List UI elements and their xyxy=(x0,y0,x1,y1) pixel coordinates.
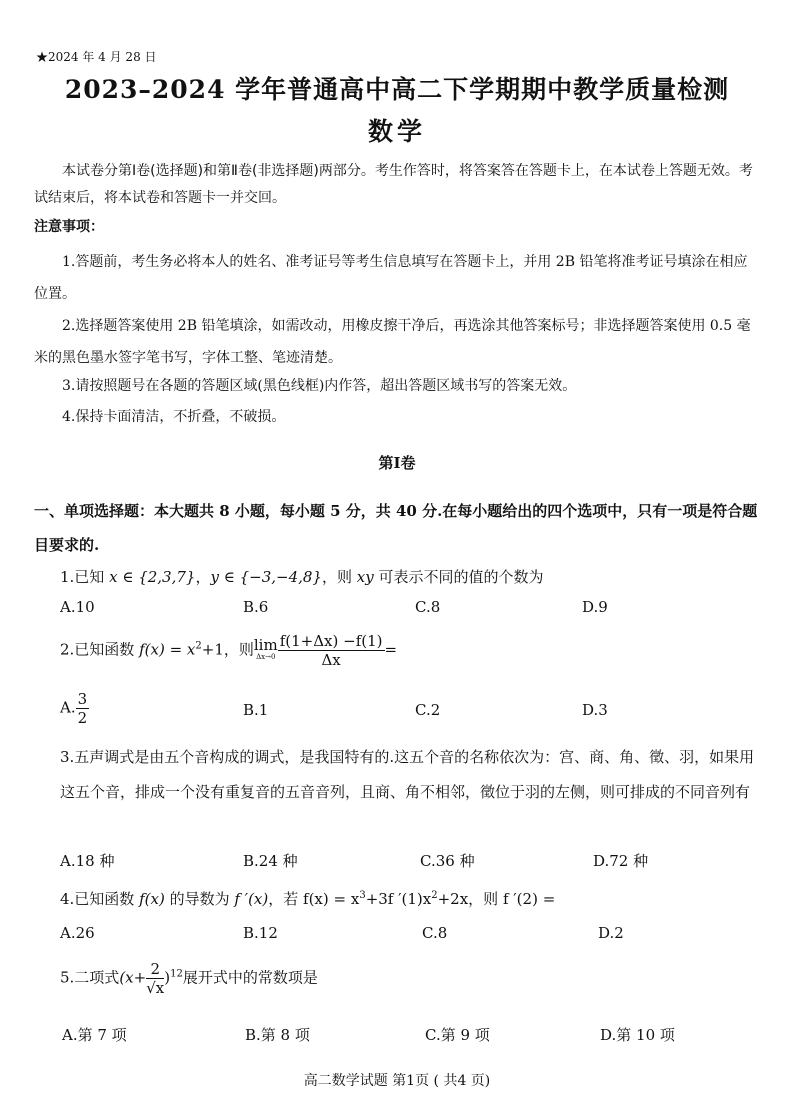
q4-text: 的导数为 xyxy=(164,890,235,908)
q4-cond2: +3f ′(1)x xyxy=(365,890,432,908)
q5-open: (x+ xyxy=(119,968,147,987)
q2-text: 2.已知函数 xyxy=(60,640,140,659)
q1-text: 可表示不同的值的个数为 xyxy=(373,568,544,586)
q5-option-b: B.第 8 项 xyxy=(245,1026,310,1044)
q4-derivative: f ′(x) xyxy=(234,890,269,908)
q3-option-c: C.36 种 xyxy=(420,852,475,870)
q2-option-a xyxy=(60,690,89,727)
question-3: 3.五声调式是由五个音构成的调式，是我国特有的.这五个音的名称依次为：宫、商、角、徵、羽，如果用这五个音，排成一个没有重复音的五音音列，且商、角不相邻，徵位于羽的左侧，则可排成的不同音列有 xyxy=(60,748,755,801)
q1-text: ， xyxy=(195,568,211,586)
question-5 xyxy=(60,960,318,997)
q1-xy: xy xyxy=(356,568,374,586)
q2-option-c: C.2 xyxy=(415,701,441,719)
part-instructions: 一、单项选择题：本大题共 8 小题，每小题 5 分，共 40 分.在每小题给出的四个选项中，只有一项是符合题目要求的. xyxy=(34,502,758,554)
q5-text: 展开式中的常数项是 xyxy=(182,968,318,987)
q5-option-a: A.第 7 项 xyxy=(62,1026,127,1044)
exam-intro: 本试卷分第Ⅰ卷(选择题)和第Ⅱ卷(非选择题)两部分。考生作答时，将答案答在答题卡上，在本试卷上答题无效。考试结束后，将本试卷和答题卡一并交回。 xyxy=(34,163,753,206)
q4-option-c: C.8 xyxy=(422,924,448,942)
note-item: 3.请按照题号在各题的答题区域(黑色线框)内作答，超出答题区域书写的答案无效。 xyxy=(62,378,577,394)
q1-option-c: C.8 xyxy=(415,598,441,616)
q5-denominator: √x xyxy=(146,979,165,997)
q1-option-d: D.9 xyxy=(582,598,608,616)
q1-text: ，则 xyxy=(321,568,357,586)
q2-limit xyxy=(253,635,278,663)
note-item: 2.选择题答案使用 2B 铅笔填涂，如需改动，用橡皮擦干净后，再选涂其他答案标号；非选择题答案使用 0.5 毫米的黑色墨水签字笔书写，字体工整、笔迹清楚。 xyxy=(34,318,751,366)
q2-function: f(x) = x xyxy=(139,640,196,659)
q5-power: 12 xyxy=(170,968,183,980)
q4-exp2: 2 xyxy=(431,890,438,901)
q4-option-d: D.2 xyxy=(598,924,624,942)
note-item: 4.保持卡面清洁，不折叠，不破损。 xyxy=(62,409,286,425)
exam-subject: 数学 xyxy=(367,117,426,146)
q3-option-d: D.72 种 xyxy=(593,852,649,870)
q2-option-a-den: 2 xyxy=(77,709,88,727)
q4-function: f(x) xyxy=(139,890,165,908)
q2-option-d: D.3 xyxy=(582,701,608,719)
q5-text: 5.二项式 xyxy=(60,968,120,987)
q3-option-b: B.24 种 xyxy=(243,852,298,870)
q4-text: 4.已知函数 xyxy=(60,890,140,908)
exam-title: 2023–2024 学年普通高中高二下学期期中教学质量检测 xyxy=(64,75,730,104)
page-footer: 高二数学试题 第1页 ( 共4 页) xyxy=(303,1073,491,1089)
q2-option-a-num: 3 xyxy=(77,690,88,708)
q2-lim-sub: Δx→0 xyxy=(256,652,276,661)
q1-set-x: x ∈ {2,3,7} xyxy=(109,568,196,586)
q2-lim-word: lim xyxy=(253,635,278,654)
q2-option-a-fraction xyxy=(76,690,90,727)
question-4 xyxy=(60,888,555,909)
q2-option-a-label: A. xyxy=(60,698,76,717)
q1-set-y: y ∈ {−3,−4,8} xyxy=(210,568,322,586)
q2-equals: = xyxy=(384,640,398,659)
q5-fraction xyxy=(146,960,164,997)
q4-option-b: B.12 xyxy=(243,924,278,942)
q5-option-d: D.第 10 项 xyxy=(600,1026,675,1044)
q2-fraction xyxy=(278,632,385,669)
q2-denominator: Δx xyxy=(321,651,341,669)
q3-option-a: A.18 种 xyxy=(60,852,115,870)
section-title: 第Ⅰ卷 xyxy=(378,454,416,472)
exam-date: ★2024 年 4 月 28 日 xyxy=(36,50,157,64)
q2-option-b: B.1 xyxy=(243,701,269,719)
q2-numerator: f(1+Δx) −f(1) xyxy=(279,632,383,650)
q1-option-b: B.6 xyxy=(243,598,269,616)
q4-cond3: +2x，则 f ′(2) = xyxy=(437,890,556,908)
q5-option-c: C.第 9 项 xyxy=(425,1026,490,1044)
q4-option-a: A.26 xyxy=(60,924,95,942)
question-2 xyxy=(60,632,397,669)
q1-text: 1.已知 xyxy=(60,568,110,586)
q2-exponent: 2 xyxy=(195,640,202,652)
q1-option-a: A.10 xyxy=(60,598,95,616)
notes-title: 注意事项： xyxy=(34,219,104,235)
note-item: 1.答题前，考生务必将本人的姓名、准考证号等考生信息填写在答题卡上，并用 2B 铅笔将准考证号填涂在相应位置。 xyxy=(34,254,748,302)
q5-numerator: 2 xyxy=(146,960,164,979)
q4-cond: ，若 f(x) = x xyxy=(268,890,360,908)
q2-text: +1，则 xyxy=(201,640,254,659)
q4-exp3: 3 xyxy=(359,890,366,901)
q5-close: ) xyxy=(164,968,171,987)
question-1 xyxy=(60,566,543,587)
